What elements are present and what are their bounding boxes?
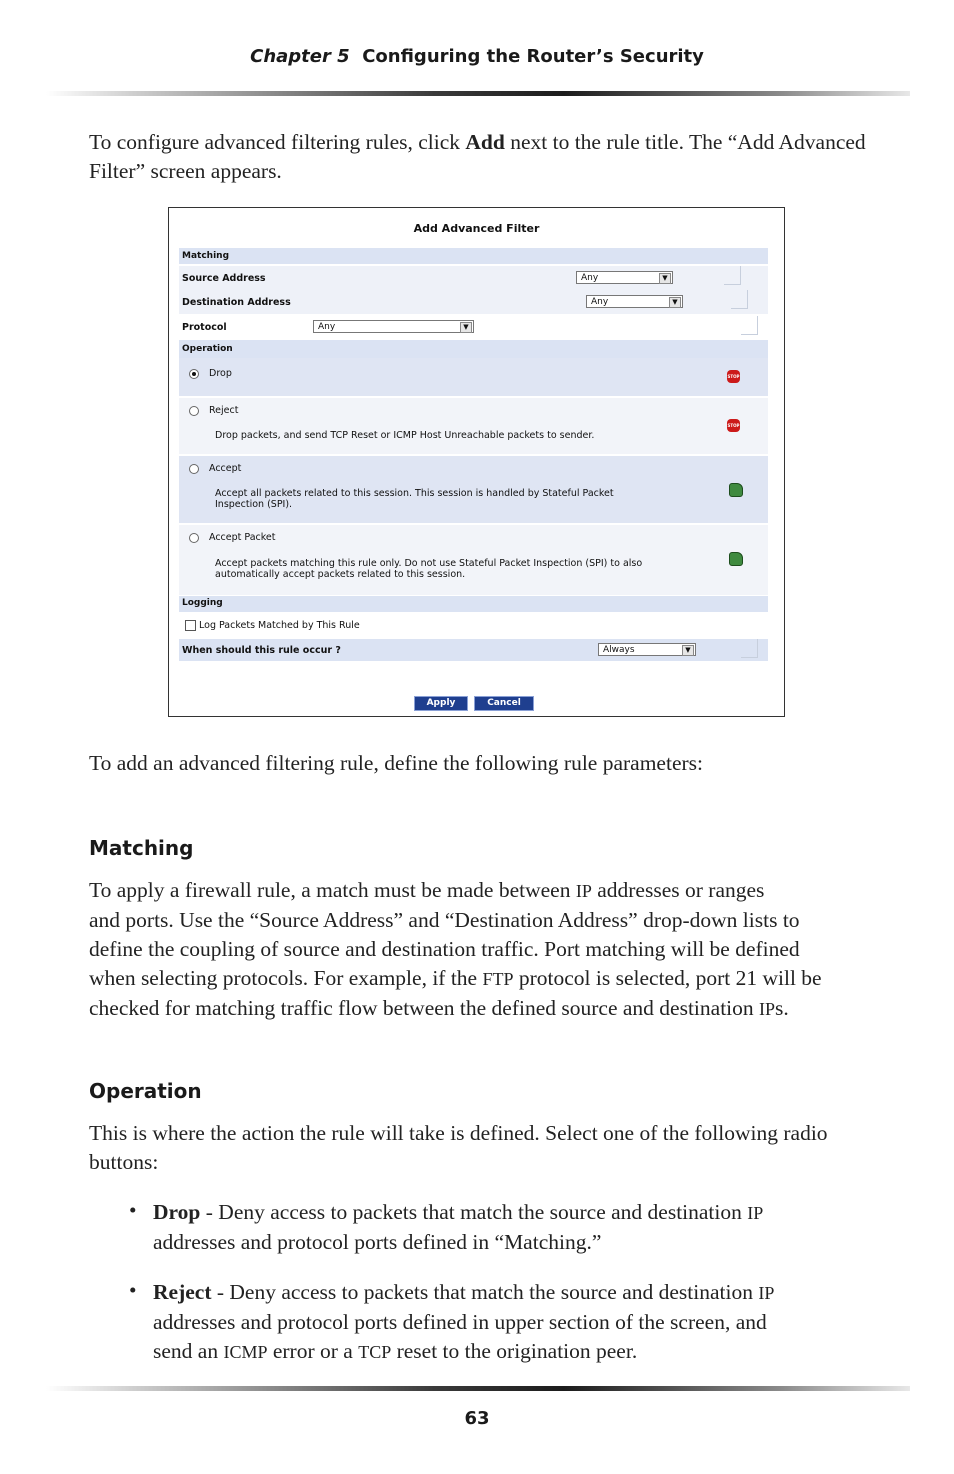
chevron-down-icon: ▼ <box>682 645 694 656</box>
source-row <box>179 266 768 290</box>
chapter-header: Chapter 5 Configuring the Router’s Security <box>250 46 704 67</box>
reject-description: Drop packets, and send TCP Reset or ICMP Host Unreachable packets to sender. <box>215 430 595 441</box>
source-address-select[interactable]: Any ▼ <box>576 271 673 284</box>
help-placeholder <box>724 266 741 285</box>
accept-description-line1: Accept all packets related to this session. This session is handled by Stateful Packet <box>215 488 614 499</box>
add-advanced-filter-screenshot <box>168 207 785 717</box>
thumbs-up-icon <box>729 483 743 497</box>
screen-title: Add Advanced Filter <box>413 222 540 235</box>
apply-button[interactable]: Apply <box>414 696 468 711</box>
matching-heading: Matching <box>89 836 194 860</box>
footer-rule <box>46 1386 910 1391</box>
logging-band <box>179 596 768 612</box>
bullet-marker: • <box>129 1278 137 1302</box>
stop-icon: STOP <box>727 419 740 432</box>
destination-address-label: Destination Address <box>182 297 291 308</box>
reject-radio[interactable] <box>189 406 199 416</box>
destination-address-select[interactable]: Any ▼ <box>586 295 683 308</box>
operation-band <box>179 340 768 358</box>
accept-packet-label: Accept Packet <box>209 532 276 543</box>
source-address-label: Source Address <box>182 273 266 284</box>
reject-row <box>179 398 768 454</box>
page-number: 63 <box>464 1408 490 1429</box>
reject-label: Reject <box>209 405 239 416</box>
intro-paragraph: To configure advanced filtering rules, click Add next to the rule title. The “Add Advanced Filter” screen appears. <box>89 130 866 183</box>
chevron-down-icon: ▼ <box>669 297 681 308</box>
drop-radio[interactable] <box>189 369 199 379</box>
matching-label: Matching <box>182 251 230 261</box>
protocol-label: Protocol <box>182 322 227 333</box>
help-placeholder <box>731 290 748 309</box>
drop-label: Drop <box>209 368 232 379</box>
log-packets-checkbox[interactable] <box>185 620 196 631</box>
accept-radio[interactable] <box>189 464 199 474</box>
chevron-down-icon: ▼ <box>460 322 472 333</box>
matching-band <box>179 248 768 264</box>
accept-packet-radio[interactable] <box>189 533 199 543</box>
accept-label: Accept <box>209 463 242 474</box>
cancel-button[interactable]: Cancel <box>474 696 534 711</box>
logging-label: Logging <box>182 598 223 608</box>
define-paragraph: To add an advanced filtering rule, define the following rule parameters: <box>89 751 703 775</box>
help-placeholder <box>741 316 758 335</box>
header-rule <box>46 91 910 96</box>
accept-description-line2: Inspection (SPI). <box>215 499 293 510</box>
thumbs-up-icon <box>729 552 743 566</box>
operation-label: Operation <box>182 344 233 354</box>
matching-paragraph: To apply a firewall rule, a match must be made between IP addresses or ranges and ports. Use the “Source Address” and “Destination Address” drop-down lists to define the coupling of source and destination traffic. Port matching will be defined when selecting protocols. For example, if the FTP protocol is selected, port 21 will be checked for matching traffic flow between the defined source and destination IPs. <box>89 878 822 1020</box>
protocol-select[interactable]: Any ▼ <box>313 320 474 333</box>
accept-packet-description-line2: automatically accept packets related to this session. <box>215 569 466 580</box>
bullet-reject: Reject - Deny access to packets that match the source and destination IP addresses and protocol ports defined in upper section of the screen, and send an ICMP error or a TCP reset to the origination peer. <box>153 1280 775 1363</box>
when-select[interactable]: Always ▼ <box>598 643 696 656</box>
bullet-drop: Drop - Deny access to packets that match the source and destination IP addresses and protocol ports defined in “Matching.” <box>153 1200 764 1254</box>
chevron-down-icon: ▼ <box>659 273 671 284</box>
log-packets-label: Log Packets Matched by This Rule <box>199 620 360 631</box>
help-placeholder <box>741 639 758 658</box>
bullet-marker: • <box>129 1198 137 1222</box>
operation-heading: Operation <box>89 1079 202 1103</box>
when-label: When should this rule occur ? <box>182 645 341 656</box>
stop-icon: STOP <box>727 370 740 383</box>
drop-row <box>179 358 768 396</box>
accept-packet-description-line1: Accept packets matching this rule only. Do not use Stateful Packet Inspection (SPI) to also <box>215 558 643 569</box>
operation-paragraph: This is where the action the rule will take is defined. Select one of the following radio buttons: <box>89 1121 828 1174</box>
